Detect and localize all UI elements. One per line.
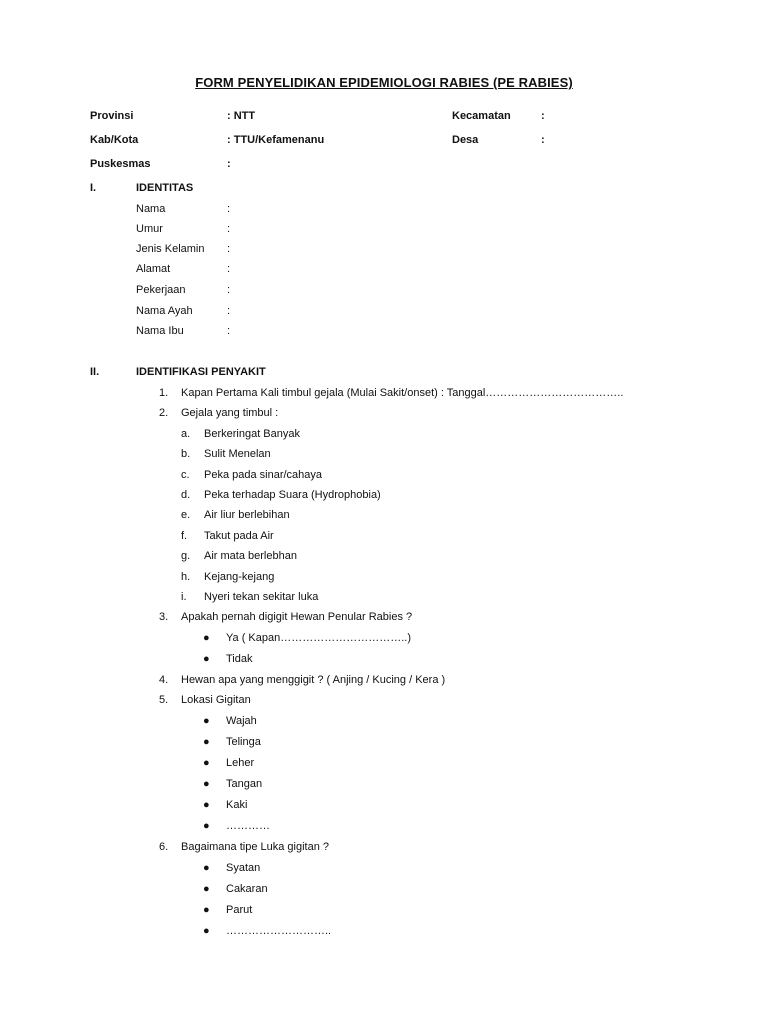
wound-type-option: Cakaran [226,883,268,895]
bullet-icon: ● [203,925,210,937]
section-1-title: IDENTITAS [136,182,194,194]
bite-location-option: Kaki [226,799,248,811]
wound-type-option: Parut [226,904,253,916]
bullet-icon: ● [203,904,210,916]
question-1-text: Kapan Pertama Kali timbul gejala (Mulai Sakit/onset) : Tanggal……………………………….. [181,387,624,399]
symptom-item: Air mata berlebhan [204,550,297,562]
question-6-number: 6. [159,841,169,853]
provinsi-label: Provinsi [90,110,134,122]
symptom-letter: e. [181,509,191,521]
section-2-number: II. [90,366,100,378]
bullet-icon: ● [203,862,210,874]
bullet-icon: ● [203,653,210,665]
puskesmas-label: Puskesmas [90,158,151,170]
bullet-icon: ● [203,632,210,644]
symptom-item: Takut pada Air [204,530,274,542]
provinsi-value: : NTT [227,110,256,122]
question-2-text: Gejala yang timbul : [181,407,279,419]
field-nama-ibu-colon: : [227,325,231,337]
field-nama-label: Nama [136,203,166,215]
question-1-number: 1. [159,387,169,399]
question-6-text: Bagaimana tipe Luka gigitan ? [181,841,329,853]
bite-answer-option: Ya ( Kapan……………………………..) [226,632,411,644]
wound-type-option: Syatan [226,862,261,874]
field-nama-ayah-colon: : [227,305,231,317]
field-umur-colon: : [227,223,231,235]
question-5-text: Lokasi Gigitan [181,694,251,706]
bullet-icon: ● [203,715,210,727]
field-nama-ibu-label: Nama Ibu [136,325,184,337]
bite-location-option: ………… [226,820,270,832]
section-1-number: I. [90,182,97,194]
kecamatan-value: : [541,110,545,122]
field-nama-ayah-label: Nama Ayah [136,305,193,317]
kecamatan-label: Kecamatan [452,110,511,122]
symptom-letter: f. [181,530,188,542]
symptom-item: Peka pada sinar/cahaya [204,469,323,481]
symptom-item: Berkeringat Banyak [204,428,300,440]
symptom-letter: c. [181,469,190,481]
bullet-icon: ● [203,799,210,811]
symptom-item: Kejang-kejang [204,571,275,583]
bite-answer-option: Tidak [226,653,253,665]
bullet-icon: ● [203,736,210,748]
desa-value: : [541,134,545,146]
kabkota-label: Kab/Kota [90,134,139,146]
kabkota-value: : TTU/Kefamenanu [227,134,325,146]
field-jenis-kelamin-label: Jenis Kelamin [136,243,205,255]
symptom-item: Peka terhadap Suara (Hydrophobia) [204,489,381,501]
field-alamat-colon: : [227,263,231,275]
symptom-item: Nyeri tekan sekitar luka [204,591,319,603]
bullet-icon: ● [203,778,210,790]
bite-location-option: Telinga [226,736,261,748]
field-pekerjaan-colon: : [227,284,231,296]
field-umur-label: Umur [136,223,163,235]
desa-label: Desa [452,134,479,146]
bullet-icon: ● [203,820,210,832]
puskesmas-value: : [227,158,231,170]
wound-type-option: ……………………….. [226,925,332,937]
field-jenis-kelamin-colon: : [227,243,231,255]
bite-location-option: Wajah [226,715,257,727]
symptom-letter: b. [181,448,191,460]
field-alamat-label: Alamat [136,263,171,275]
bullet-icon: ● [203,883,210,895]
form-title: FORM PENYELIDIKAN EPIDEMIOLOGI RABIES (PE RABIES) [195,75,573,90]
section-2-title: IDENTIFIKASI PENYAKIT [136,366,266,378]
bite-location-option: Leher [226,757,255,769]
symptom-letter: h. [181,571,191,583]
symptom-item: Sulit Menelan [204,448,271,460]
question-4-number: 4. [159,674,169,686]
field-nama-colon: : [227,203,231,215]
symptom-letter: g. [181,550,191,562]
symptom-item: Air liur berlebihan [204,509,290,521]
question-2-number: 2. [159,407,169,419]
question-3-text: Apakah pernah digigit Hewan Penular Rabies ? [181,611,413,623]
question-4-text: Hewan apa yang menggigit ? ( Anjing / Kucing / Kera ) [181,674,446,686]
field-pekerjaan-label: Pekerjaan [136,284,186,296]
symptom-letter: i. [181,591,187,603]
bite-location-option: Tangan [226,778,263,790]
symptom-letter: d. [181,489,191,501]
bullet-icon: ● [203,757,210,769]
symptom-letter: a. [181,428,191,440]
question-3-number: 3. [159,611,169,623]
question-5-number: 5. [159,694,169,706]
